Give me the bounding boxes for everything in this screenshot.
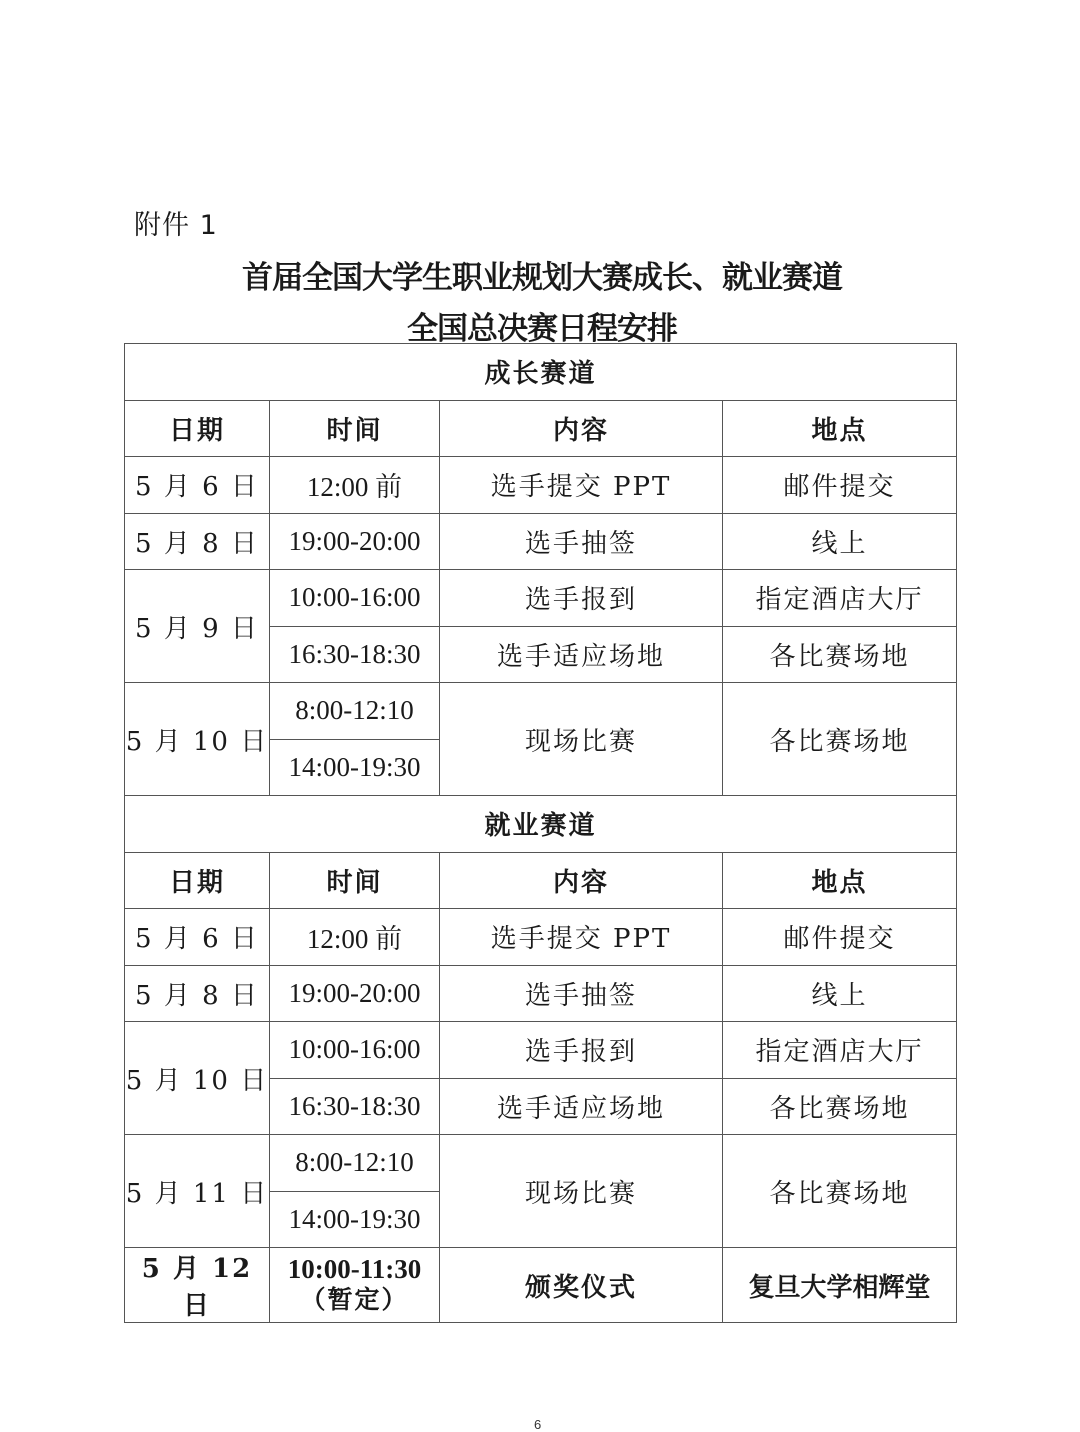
col-header-date: 日期	[125, 400, 270, 457]
table-row	[125, 1135, 957, 1192]
col-header-location: 地点	[723, 852, 957, 909]
award-time: 10:00-11:30	[287, 1254, 422, 1284]
content-cell: 现场比赛	[440, 1135, 723, 1248]
col-header-time: 时间	[270, 400, 440, 457]
time-cell	[270, 1248, 440, 1323]
col-header-time: 时间	[270, 852, 440, 909]
table-row	[125, 1022, 957, 1079]
content-cell: 选手报到	[440, 570, 723, 627]
location-cell: 指定酒店大厅	[723, 1022, 957, 1079]
page-number: 6	[534, 1417, 542, 1432]
date-cell: 5 月 10 日	[125, 1022, 270, 1135]
table-row	[125, 457, 957, 514]
content-cell: 选手抽签	[440, 965, 723, 1022]
time-cell: 10:00-16:00	[270, 570, 440, 627]
col-header-location: 地点	[723, 400, 957, 457]
section-row-growth	[125, 344, 957, 401]
time-cell: 8:00-12:10	[270, 683, 440, 740]
content-cell: 选手适应场地	[440, 1078, 723, 1135]
location-cell: 各比赛场地	[723, 1078, 957, 1135]
attachment-label: 附件 1	[134, 210, 218, 241]
table-row	[125, 683, 957, 740]
content-cell: 现场比赛	[440, 683, 723, 796]
content-cell: 选手提交 PPT	[440, 457, 723, 514]
time-cell: 12:00 前	[270, 909, 440, 966]
col-header-date: 日期	[125, 852, 270, 909]
time-cell: 19:00-20:00	[270, 513, 440, 570]
section-title-growth: 成长赛道	[125, 344, 957, 401]
location-cell: 邮件提交	[723, 909, 957, 966]
date-cell: 5 月 6 日	[125, 457, 270, 514]
date-cell: 5 月 10 日	[125, 683, 270, 796]
col-header-content: 内容	[440, 852, 723, 909]
content-cell: 选手抽签	[440, 513, 723, 570]
content-cell: 选手提交 PPT	[440, 909, 723, 966]
table-row	[125, 965, 957, 1022]
content-cell: 选手报到	[440, 1022, 723, 1079]
date-cell: 5 月 6 日	[125, 909, 270, 966]
location-cell: 复旦大学相辉堂	[723, 1248, 957, 1323]
location-cell: 线上	[723, 513, 957, 570]
location-cell: 线上	[723, 965, 957, 1022]
schedule-table	[124, 343, 957, 1323]
time-cell: 16:30-18:30	[270, 1078, 440, 1135]
date-cell: 5 月 8 日	[125, 513, 270, 570]
document-title-line2: 全国总决赛日程安排	[407, 311, 677, 347]
section-row-employment	[125, 796, 957, 853]
location-cell: 邮件提交	[723, 457, 957, 514]
section-title-employment: 就业赛道	[125, 796, 957, 853]
date-cell: 5 月 9 日	[125, 570, 270, 683]
table-row	[125, 570, 957, 627]
award-time-note: （暂定）	[300, 1287, 409, 1314]
table-row	[125, 909, 957, 966]
date-cell: 5 月 12 日	[125, 1248, 270, 1323]
time-cell: 19:00-20:00	[270, 965, 440, 1022]
time-cell: 12:00 前	[270, 457, 440, 514]
location-cell: 各比赛场地	[723, 683, 957, 796]
time-cell: 14:00-19:30	[270, 739, 440, 796]
content-cell: 颁奖仪式	[440, 1248, 723, 1323]
time-cell: 16:30-18:30	[270, 626, 440, 683]
content-cell: 选手适应场地	[440, 626, 723, 683]
header-row-growth	[125, 400, 957, 457]
time-cell: 14:00-19:30	[270, 1191, 440, 1248]
document-title-line1: 首届全国大学生职业规划大赛成长、就业赛道	[242, 260, 842, 296]
location-cell: 各比赛场地	[723, 1135, 957, 1248]
award-row	[125, 1248, 957, 1323]
header-row-employment	[125, 852, 957, 909]
date-cell: 5 月 11 日	[125, 1135, 270, 1248]
location-cell: 指定酒店大厅	[723, 570, 957, 627]
location-cell: 各比赛场地	[723, 626, 957, 683]
date-cell: 5 月 8 日	[125, 965, 270, 1022]
col-header-content: 内容	[440, 400, 723, 457]
time-cell: 10:00-16:00	[270, 1022, 440, 1079]
table-row	[125, 513, 957, 570]
time-cell: 8:00-12:10	[270, 1135, 440, 1192]
